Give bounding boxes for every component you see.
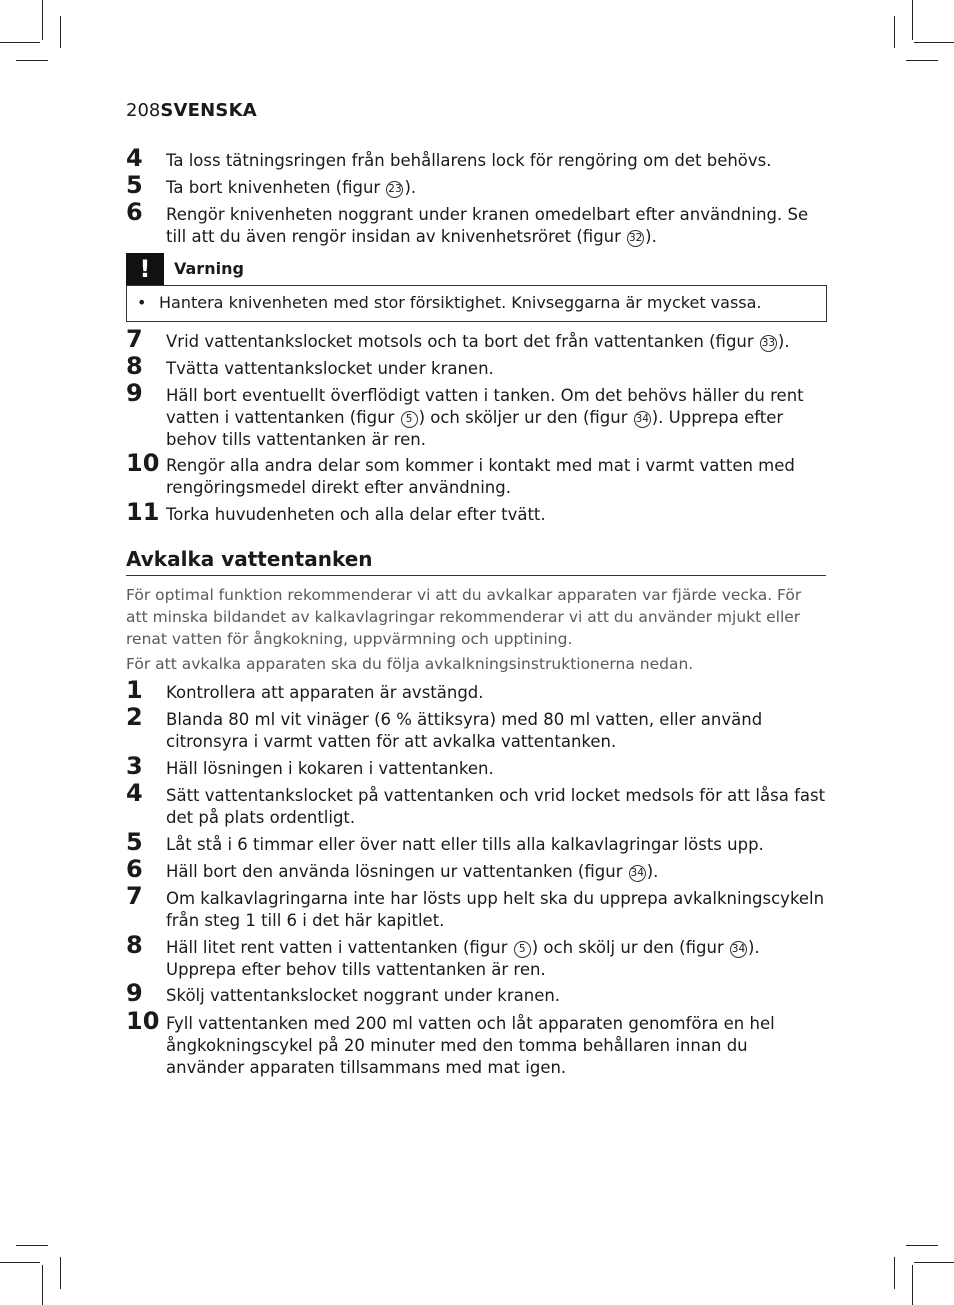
step-text: Torka huvudenheten och alla delar efter tvätt. <box>166 505 546 524</box>
step-number: 3 <box>126 752 143 780</box>
figure-ref: 34 <box>634 411 651 428</box>
warning-text: Hantera knivenheten med stor försiktighet. Knivseggarna är mycket vassa. <box>159 293 762 312</box>
step-text <box>166 937 826 981</box>
step-text <box>166 204 826 248</box>
step-number: 6 <box>126 198 143 226</box>
step-text: Blanda 80 ml vit vinäger (6 % ättiksyra) med 80 ml vatten, eller använd citronsyra i varmt vatten för att avkalka vattentanken. <box>166 710 763 751</box>
step-number: 1 <box>126 676 143 704</box>
step-number: 8 <box>126 352 143 380</box>
step-text <box>166 385 826 451</box>
figure-ref: 34 <box>730 941 747 958</box>
step-text <box>166 331 826 353</box>
page-header <box>126 100 257 121</box>
crop-mark <box>906 60 938 61</box>
figure-ref: 33 <box>760 335 777 352</box>
figure-ref: 34 <box>629 865 646 882</box>
crop-mark <box>906 1245 938 1246</box>
step-number: 4 <box>126 144 143 172</box>
step-text: Skölj vattentankslocket noggrant under kranen. <box>166 986 561 1005</box>
step-number: 9 <box>126 379 143 407</box>
warning-title: Varning <box>174 259 244 278</box>
figure-ref: 23 <box>386 181 403 198</box>
page-number: 208 <box>126 100 161 121</box>
step-text: Tvätta vattentankslocket under kranen. <box>166 359 494 378</box>
intro-paragraph: För optimal funktion rekommenderar vi att du avkalkar apparaten var fjärde vecka. För att minska bildandet av kalkavlagringar rekommenderar vi att du använder mjukt eller renat vatten för ångkokning, uppvärmning och upptining. <box>126 586 802 648</box>
crop-mark <box>0 1262 40 1263</box>
step-number: 8 <box>126 931 143 959</box>
step-number: 11 <box>126 498 160 526</box>
step-text-part: ). Upprepa efter behov tills vattentanken är ren. <box>166 408 784 449</box>
crop-mark <box>894 1257 895 1289</box>
step-text-part: Vrid vattentankslocket motsols och ta bort det från vattentanken (figur <box>166 332 759 351</box>
warning-box <box>126 285 827 322</box>
crop-mark <box>914 42 954 43</box>
step-text-part: Häll bort eventuellt överflödigt vatten i tanken. Om det behövs häller du rent vatten i vattentanken (figur <box>166 386 804 427</box>
step-text-part: ). <box>404 178 417 197</box>
step-text: Häll lösningen i kokaren i vattentanken. <box>166 759 494 778</box>
language-label: SVENSKA <box>160 100 257 121</box>
crop-mark <box>912 1265 913 1305</box>
step-text <box>166 177 826 199</box>
warning-header <box>126 253 826 285</box>
crop-mark <box>16 1245 48 1246</box>
step-text <box>166 861 826 883</box>
instruction-paragraph: För att avkalka apparaten ska du följa avkalkningsinstruktionerna nedan. <box>126 655 694 673</box>
step-number: 10 <box>126 449 160 477</box>
crop-mark <box>914 1262 954 1263</box>
crop-mark <box>0 42 40 43</box>
step-text-part: ) och sköljer ur den (figur <box>418 408 633 427</box>
section-title: Avkalka vattentanken <box>126 547 826 576</box>
step-number: 7 <box>126 882 143 910</box>
step-text: Sätt vattentankslocket på vattentanken och vrid locket medsols för att låsa fast det på plats ordentligt. <box>166 786 826 827</box>
crop-mark <box>894 16 895 48</box>
step-number: 2 <box>126 703 143 731</box>
warning-icon: ! <box>126 253 164 285</box>
step-number: 6 <box>126 855 143 883</box>
step-text: Om kalkavlagringarna inte har lösts upp helt ska du upprepa avkalkningscykeln från steg 1 till 6 i det här kapitlet. <box>166 889 825 930</box>
step-text: Ta loss tätningsringen från behållarens lock för rengöring om det behövs. <box>166 151 772 170</box>
step-number: 7 <box>126 325 143 353</box>
step-text-part: ). <box>646 862 659 881</box>
step-number: 5 <box>126 171 143 199</box>
step-number: 4 <box>126 779 143 807</box>
step-number: 10 <box>126 1007 160 1035</box>
bullet-icon: • <box>137 293 147 312</box>
step-text-part: Häll litet rent vatten i vattentanken (figur <box>166 938 513 957</box>
crop-mark <box>16 60 48 61</box>
crop-mark <box>912 0 913 40</box>
step-text-part: Rengör knivenheten noggrant under kranen omedelbart efter användning. Se till att du även rengör insidan av knivenhetsröret (figur <box>166 205 809 246</box>
step-text: Rengör alla andra delar som kommer i kontakt med mat i varmt vatten med rengöringsmedel direkt efter användning. <box>166 456 795 497</box>
step-text: Kontrollera att apparaten är avstängd. <box>166 683 484 702</box>
figure-ref: 5 <box>401 411 418 428</box>
crop-mark <box>60 16 61 48</box>
step-text: Fyll vattentanken med 200 ml vatten och låt apparaten genomföra en hel ångkokningscykel på 20 minuter med den tomma behållaren innan du använder apparaten tillsammans med mat igen. <box>166 1014 775 1077</box>
step-text-part: Häll bort den använda lösningen ur vattentanken (figur <box>166 862 628 881</box>
step-text-part: Ta bort knivenheten (figur <box>166 178 386 197</box>
step-text-part: ). <box>645 227 657 246</box>
step-text: Låt stå i 6 timmar eller över natt eller tills alla kalkavlagringar lösts upp. <box>166 835 764 854</box>
crop-mark <box>42 1265 43 1305</box>
crop-mark <box>42 0 43 40</box>
step-text-part: ). <box>777 332 790 351</box>
figure-ref: 32 <box>627 230 644 247</box>
crop-mark <box>60 1257 61 1289</box>
step-text-part: ). Upprepa efter behov tills vattentanken är ren. <box>166 938 760 979</box>
step-text-part: ) och skölj ur den (figur <box>531 938 729 957</box>
step-number: 5 <box>126 828 143 856</box>
figure-ref: 5 <box>514 941 531 958</box>
step-number: 9 <box>126 979 143 1007</box>
